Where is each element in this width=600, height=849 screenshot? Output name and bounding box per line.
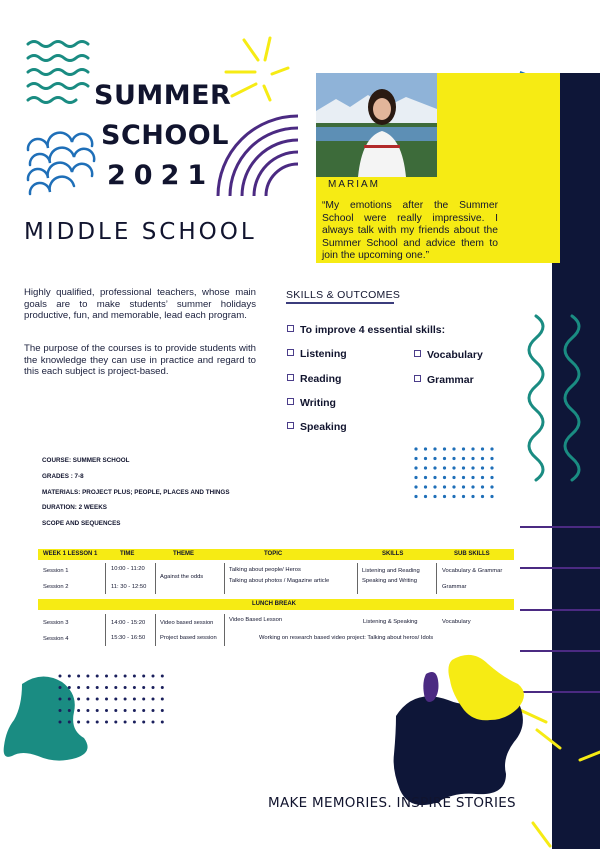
dot-decor (96, 686, 99, 689)
dot-decor (142, 721, 145, 724)
skill-item-grammar (414, 374, 474, 386)
checkbox-square-icon (414, 350, 421, 357)
col-topic: TOPIC (264, 551, 283, 557)
session3-subskills: Vocabulary (442, 619, 471, 625)
skill-item-writing (287, 397, 336, 409)
dot-decor (133, 698, 136, 701)
dot-decor (161, 675, 164, 678)
dot-decor (452, 495, 455, 498)
yellow-diagonal-decor (520, 710, 600, 846)
course-scope: SCOPE AND SEQUENCES (42, 520, 121, 527)
checkbox-square-icon (287, 398, 294, 405)
checkbox-square-icon (414, 375, 421, 382)
dot-decor (59, 675, 62, 678)
dot-decor (68, 721, 71, 724)
dot-decor (462, 447, 465, 450)
dot-decor (59, 698, 62, 701)
dot-decor (152, 709, 155, 712)
dot-decor (114, 675, 117, 678)
session3-skills: Listening & Speaking (363, 619, 418, 625)
skills-lead-text: To improve 4 essential skills: (300, 324, 446, 336)
dot-decor (105, 709, 108, 712)
dot-decor (114, 698, 117, 701)
student-photo (316, 73, 437, 177)
dot-decor (68, 675, 71, 678)
dot-decor (161, 698, 164, 701)
dot-decor (105, 686, 108, 689)
dot-decor (114, 709, 117, 712)
dot-decor (59, 709, 62, 712)
dot-decor (462, 485, 465, 488)
skills-lead (287, 324, 445, 336)
session12-theme: Against the odds (160, 574, 204, 580)
dot-decor (490, 495, 493, 498)
dot-decor (133, 721, 136, 724)
session1-topic: Talking about people/ Heros (229, 567, 301, 573)
dot-decor (77, 709, 80, 712)
dot-decor (424, 447, 427, 450)
dot-decor (414, 485, 417, 488)
title-year: 2021 (107, 160, 215, 191)
dot-decor (59, 721, 62, 724)
course-materials: MATERIALS: PROJECT PLUS; PEOPLE, PLACES AND THINGS (42, 489, 230, 496)
session2-label: Session 2 (43, 584, 69, 590)
dot-decor (96, 698, 99, 701)
session3-topic: Video Based Lesson (229, 617, 283, 623)
dot-decor (77, 675, 80, 678)
dot-decor (443, 447, 446, 450)
dot-decor (443, 457, 446, 460)
session3-theme: Video based session (160, 620, 214, 626)
dot-decor (142, 709, 145, 712)
lunch-break-label: LUNCH BREAK (252, 601, 296, 607)
dot-decor (462, 457, 465, 460)
skills-heading-underline (286, 302, 394, 304)
dot-decor (124, 675, 127, 678)
dot-decor (443, 485, 446, 488)
dot-decor (481, 457, 484, 460)
course-grades: GRADES : 7-8 (42, 473, 84, 480)
subtitle-middle-school: MIDDLE SCHOOL (24, 219, 257, 245)
session4-time: 15:30 - 16:50 (111, 635, 146, 641)
dot-decor (471, 485, 474, 488)
dot-decor (433, 485, 436, 488)
dot-decor (59, 686, 62, 689)
checkbox-square-icon (287, 422, 294, 429)
skill-item-vocabulary (414, 349, 483, 361)
session4-label: Session 4 (43, 636, 69, 642)
dot-decor (124, 686, 127, 689)
dot-decor (86, 721, 89, 724)
dot-decor (133, 675, 136, 678)
skill-label: Speaking (300, 421, 347, 433)
dot-decor (490, 447, 493, 450)
dot-decor (443, 476, 446, 479)
dot-decor (443, 495, 446, 498)
dot-decor (161, 709, 164, 712)
dot-decor (452, 447, 455, 450)
dot-decor (481, 476, 484, 479)
table-divider (105, 614, 106, 646)
teal-squiggles-decor (529, 316, 579, 480)
table-divider (357, 563, 358, 594)
purple-lines-decor (520, 527, 600, 692)
dot-decor (414, 447, 417, 450)
col-time: TIME (120, 551, 135, 557)
dot-decor (452, 476, 455, 479)
intro-paragraph-2: The purpose of the courses is to provide students with the knowledge they can use in practice and regard to this each subject is project-based. (24, 343, 256, 377)
dot-decor (77, 721, 80, 724)
dot-decor (424, 495, 427, 498)
teal-blob-decor (4, 676, 88, 760)
dot-decor (471, 495, 474, 498)
dot-decor (424, 485, 427, 488)
dot-decor (161, 686, 164, 689)
dot-decor (471, 447, 474, 450)
dot-decor (452, 457, 455, 460)
dot-decor (424, 476, 427, 479)
dot-decor (452, 466, 455, 469)
dot-decor (142, 698, 145, 701)
dot-decor (490, 457, 493, 460)
dot-decor (124, 709, 127, 712)
dot-decor (471, 457, 474, 460)
dot-decor (443, 466, 446, 469)
dot-decor (68, 709, 71, 712)
dot-decor (433, 476, 436, 479)
dot-decor (142, 675, 145, 678)
blue-dot-grid-decor (414, 447, 493, 498)
footer-slogan: MAKE MEMORIES. INSPIRE STORIES (268, 795, 516, 811)
dot-decor (86, 686, 89, 689)
skill-label: Vocabulary (427, 349, 483, 361)
dot-decor (77, 698, 80, 701)
navy-dot-grid-decor (59, 675, 164, 724)
dot-decor (96, 675, 99, 678)
skill-label: Grammar (427, 374, 474, 386)
dot-decor (124, 698, 127, 701)
intro-paragraph-1: Highly qualified, professional teachers, whose main goals are to make students’ summer holidays productive, fun, and memorable, lead each program. (24, 287, 256, 321)
session3-label: Session 3 (43, 620, 69, 626)
dot-decor (462, 466, 465, 469)
dot-decor (152, 686, 155, 689)
dot-decor (433, 457, 436, 460)
session2-skills: Speaking and Writing (362, 578, 417, 584)
dot-decor (452, 485, 455, 488)
checkbox-square-icon (287, 349, 294, 356)
dot-decor (433, 495, 436, 498)
session1-skills: Listening and Reading (362, 568, 420, 574)
skill-item-speaking (287, 421, 347, 433)
skill-label: Listening (300, 348, 347, 360)
dot-decor (481, 485, 484, 488)
skill-label: Reading (300, 373, 342, 385)
table-divider (155, 614, 156, 646)
dot-decor (133, 709, 136, 712)
dot-decor (86, 675, 89, 678)
session1-time: 10:00 - 11:20 (111, 566, 145, 572)
session2-time: 11: 30 - 12:50 (111, 584, 147, 590)
dot-decor (133, 686, 136, 689)
skill-item-reading (287, 373, 341, 385)
testimonial-quote: “My emotions after the Summer School were really impressive. I always talk with my friends about the Summer School and advice them to join the upcoming one.” (322, 200, 498, 261)
table-divider (105, 563, 106, 594)
dot-decor (86, 709, 89, 712)
title-school: SCHOOL (101, 120, 229, 151)
title-summer: SUMMER (94, 80, 232, 111)
dot-decor (414, 476, 417, 479)
dot-decor (161, 721, 164, 724)
dot-decor (152, 675, 155, 678)
checkbox-square-icon (287, 374, 294, 381)
skill-label: Writing (300, 397, 336, 409)
dot-decor (105, 698, 108, 701)
dot-decor (114, 721, 117, 724)
dot-decor (490, 485, 493, 488)
dot-decor (433, 466, 436, 469)
dot-decor (471, 466, 474, 469)
session4-topic: Working on research based video project: Talking about heros/ Idols (259, 635, 434, 641)
dot-decor (424, 466, 427, 469)
dot-decor (481, 447, 484, 450)
testimonial-name: MARIAM (328, 179, 380, 190)
col-skills: SKILLS (382, 551, 404, 557)
table-divider (436, 563, 437, 594)
dot-decor (433, 447, 436, 450)
checkbox-square-icon (287, 325, 294, 332)
course-name: COURSE: SUMMER SCHOOL (42, 457, 130, 464)
session4-theme: Project based session (160, 635, 217, 641)
table-divider (224, 563, 225, 594)
dot-decor (124, 721, 127, 724)
col-theme: THEME (173, 551, 194, 557)
session1-label: Session 1 (43, 568, 69, 574)
col-subskills: SUB SKILLS (454, 551, 490, 557)
dot-decor (105, 721, 108, 724)
dot-decor (77, 686, 80, 689)
dot-decor (105, 675, 108, 678)
col-week: WEEK 1 LESSON 1 (43, 551, 98, 557)
dot-decor (462, 495, 465, 498)
dot-decor (152, 698, 155, 701)
session3-time: 14:00 - 15:20 (111, 620, 146, 626)
dot-decor (414, 466, 417, 469)
dot-decor (471, 476, 474, 479)
dot-decor (414, 457, 417, 460)
dot-decor (481, 495, 484, 498)
dot-decor (490, 466, 493, 469)
dot-decor (490, 476, 493, 479)
dot-decor (481, 466, 484, 469)
dot-decor (414, 495, 417, 498)
dot-decor (142, 686, 145, 689)
dot-decor (68, 698, 71, 701)
skills-heading: SKILLS & OUTCOMES (286, 289, 401, 301)
dot-decor (96, 709, 99, 712)
dot-decor (96, 721, 99, 724)
table-divider (224, 614, 225, 646)
dot-decor (68, 686, 71, 689)
dot-decor (86, 698, 89, 701)
session1-subskills: Vocabulary & Grammar (442, 568, 503, 574)
table-divider (155, 563, 156, 594)
session2-subskills: Grammar (442, 584, 467, 590)
dot-decor (424, 457, 427, 460)
dot-decor (462, 476, 465, 479)
dot-decor (114, 686, 117, 689)
dot-decor (152, 721, 155, 724)
course-duration: DURATION: 2 WEEKS (42, 504, 107, 511)
session2-topic: Talking about photos / Magazine article (229, 578, 330, 584)
skill-item-listening (287, 348, 347, 360)
